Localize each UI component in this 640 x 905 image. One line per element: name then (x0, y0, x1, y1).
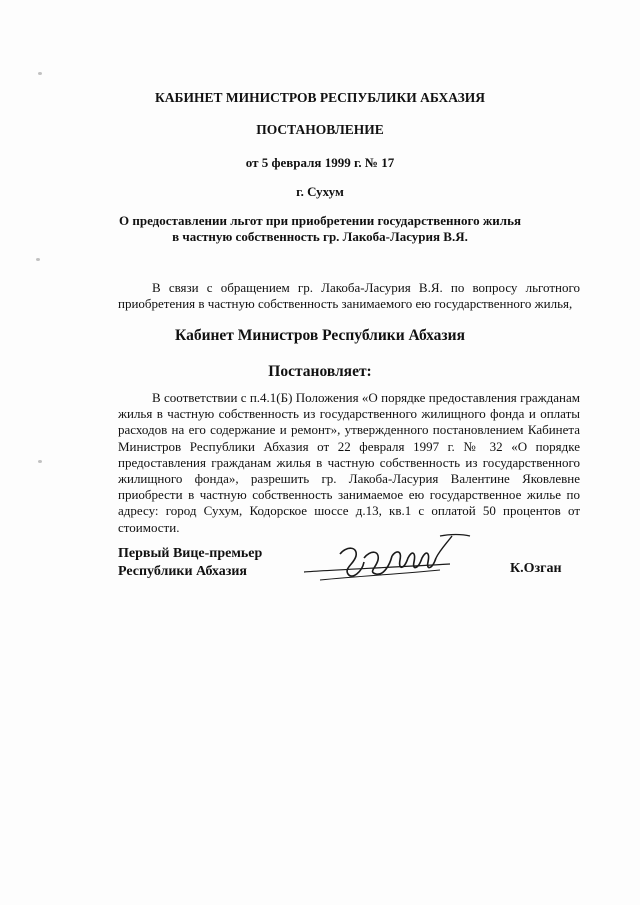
document-type: ПОСТАНОВЛЕНИЕ (256, 122, 384, 137)
scan-speck (38, 460, 42, 463)
signatory-name: К.Озган (510, 561, 562, 576)
issuer-heading: Кабинет Министров Республики Абхазия (175, 327, 465, 344)
scan-speck (36, 258, 40, 261)
document-subject (0, 213, 640, 245)
preamble-paragraph: В связи с обращением гр. Лакоба-Ласурия В.Я. по вопросу льготного приобретения в частную собственность занимаемого ею государственного жилья, (118, 280, 580, 312)
decrees-heading: Постановляет: (268, 363, 372, 380)
scan-speck (38, 72, 42, 75)
subject-line-1: О предоставлении льгот при приобретении государственного жилья (118, 213, 521, 228)
document-city: г. Сухум (296, 184, 344, 199)
subject-line-2: в частную собственность гр. Лакоба-Ласурия В.Я. (172, 229, 468, 244)
organization-heading: КАБИНЕТ МИНИСТРОВ РЕСПУБЛИКИ АБХАЗИЯ (155, 90, 485, 105)
main-paragraph: В соответствии с п.4.1(Б) Положения «О порядке предоставления гражданам жилья в частную собственность из государственного жилищного фонда и оплаты расходов на его содержание и ремонт», утвержденного постановлением Кабинета Министров Республики Абхазия от 22 февраля 1997 г. № 32 «О порядке предоставления гражданам жилья в частную собственность из государственного жилищного фонда», разрешить гр. Лакоба-Ласурия Валентине Яковлевне приобрести в частную собственность занимаемое ею государственное жилье по адресу: город Сухум, Кодорское шоссе д.13, кв.1 с оплатой 50 процентов от стоимости. (118, 390, 580, 535)
signatory-title (118, 545, 262, 581)
handwritten-signature (300, 528, 480, 588)
signatory-title-line-2: Республики Абхазия (118, 564, 248, 579)
signatory-title-line-1: Первый Вице-премьер (118, 546, 263, 561)
document-date-number: от 5 февраля 1999 г. № 17 (245, 155, 395, 170)
